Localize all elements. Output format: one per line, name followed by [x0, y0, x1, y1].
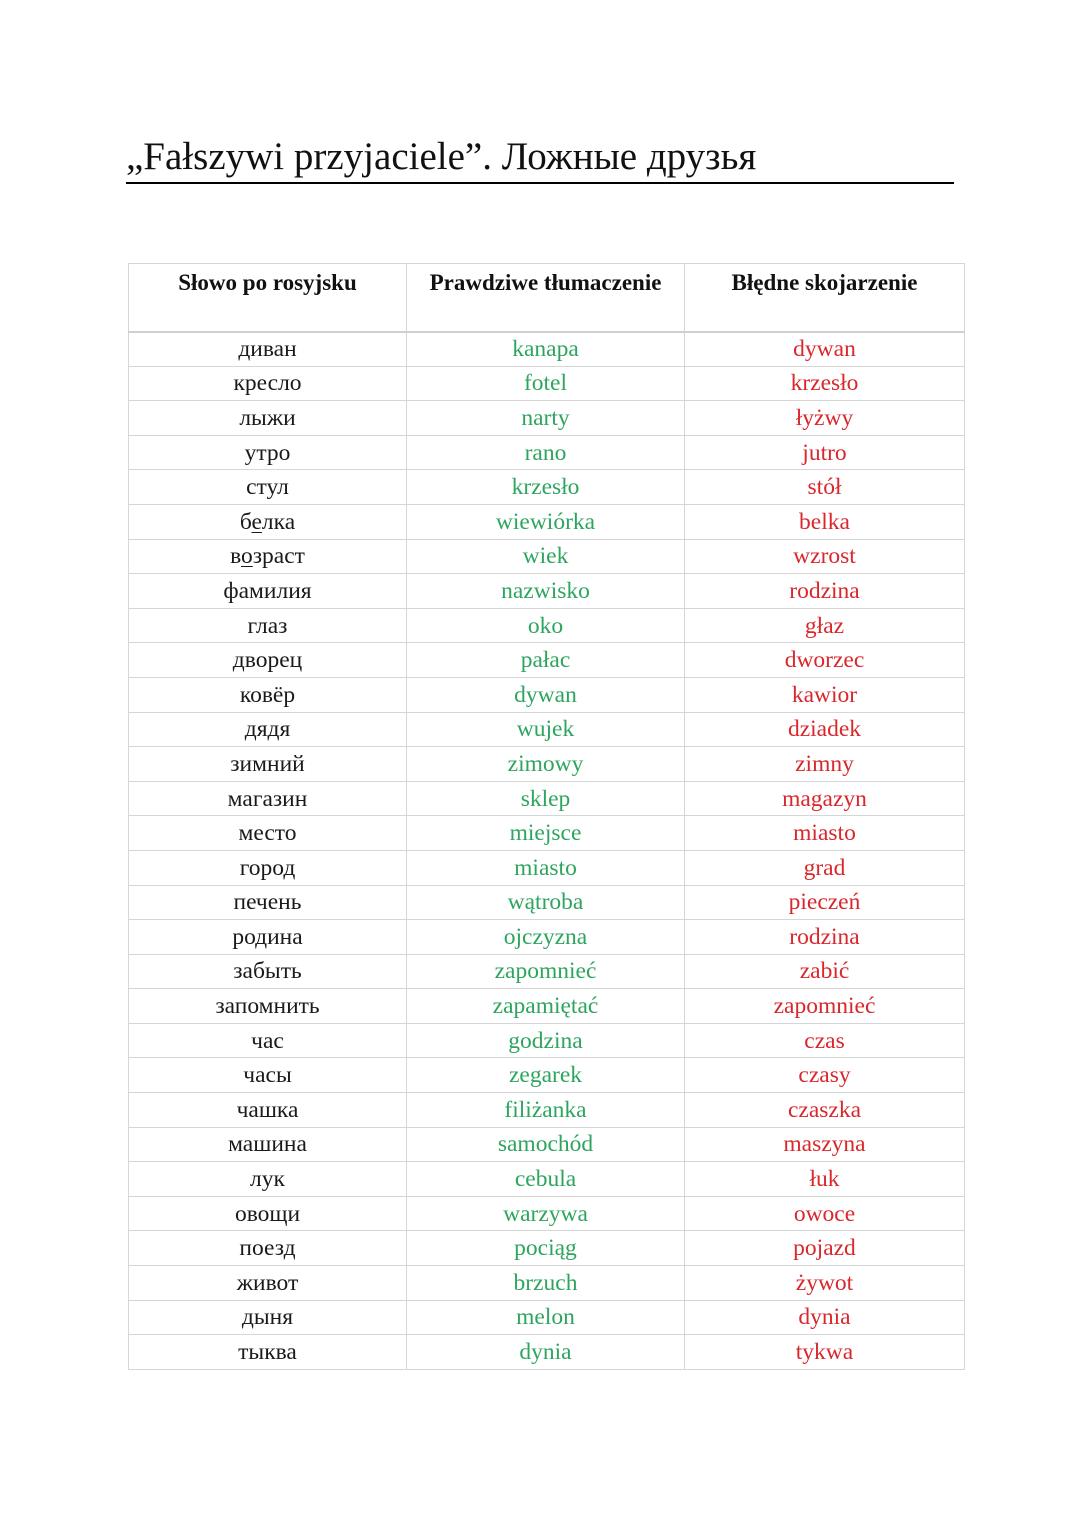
true-translation-cell: wiek — [407, 539, 685, 574]
table-row — [129, 677, 965, 712]
header-russian-word: Słowo po rosyjsku — [129, 264, 407, 332]
true-translation-cell: godzina — [407, 1023, 685, 1058]
true-translation-cell: warzywa — [407, 1196, 685, 1231]
table-row — [129, 1231, 965, 1266]
russian-word-cell: место — [129, 816, 407, 851]
true-translation-cell: kanapa — [407, 332, 685, 367]
table-row — [129, 366, 965, 401]
false-association-cell: zimny — [685, 747, 965, 782]
russian-word-cell: час — [129, 1023, 407, 1058]
header-false-association: Błędne skojarzenie — [685, 264, 965, 332]
true-translation-cell: nazwisko — [407, 574, 685, 609]
russian-word-cell: зимний — [129, 747, 407, 782]
table-row — [129, 885, 965, 920]
false-association-cell: zabić — [685, 954, 965, 989]
russian-word-cell: чашка — [129, 1093, 407, 1128]
false-association-cell: stół — [685, 470, 965, 505]
russian-word-cell: ковёр — [129, 677, 407, 712]
false-association-cell: rodzina — [685, 920, 965, 955]
false-association-cell: jutro — [685, 435, 965, 470]
table-row — [129, 1196, 965, 1231]
table-row — [129, 1300, 965, 1335]
true-translation-cell: ojczyzna — [407, 920, 685, 955]
table-row — [129, 539, 965, 574]
table-row — [129, 401, 965, 436]
false-association-cell: belka — [685, 504, 965, 539]
true-translation-cell: cebula — [407, 1162, 685, 1197]
russian-word-cell: диван — [129, 332, 407, 367]
table-row — [129, 643, 965, 678]
false-association-cell: dynia — [685, 1300, 965, 1335]
russian-word-cell: лук — [129, 1162, 407, 1197]
true-translation-cell: miasto — [407, 850, 685, 885]
table-body — [129, 332, 965, 1370]
true-translation-cell: filiżanka — [407, 1093, 685, 1128]
false-association-cell: owoce — [685, 1196, 965, 1231]
true-translation-cell: wujek — [407, 712, 685, 747]
table-row — [129, 1127, 965, 1162]
false-association-cell: wzrost — [685, 539, 965, 574]
russian-word-cell: магазин — [129, 781, 407, 816]
russian-word-cell: живот — [129, 1266, 407, 1301]
true-translation-cell: samochód — [407, 1127, 685, 1162]
russian-word-cell: белка — [129, 504, 407, 539]
true-translation-cell: zegarek — [407, 1058, 685, 1093]
table-row — [129, 574, 965, 609]
russian-word-cell: овощи — [129, 1196, 407, 1231]
false-association-cell: krzesło — [685, 366, 965, 401]
table-row — [129, 470, 965, 505]
russian-word-cell: машина — [129, 1127, 407, 1162]
true-translation-cell: fotel — [407, 366, 685, 401]
true-translation-cell: wiewiórka — [407, 504, 685, 539]
table-row — [129, 712, 965, 747]
russian-word-cell: стул — [129, 470, 407, 505]
true-translation-cell: pałac — [407, 643, 685, 678]
false-association-cell: dworzec — [685, 643, 965, 678]
russian-word-cell: город — [129, 850, 407, 885]
false-association-cell: maszyna — [685, 1127, 965, 1162]
russian-word-cell: родина — [129, 920, 407, 955]
true-translation-cell: brzuch — [407, 1266, 685, 1301]
false-association-cell: grad — [685, 850, 965, 885]
table-row — [129, 435, 965, 470]
true-translation-cell: dynia — [407, 1335, 685, 1370]
table-row — [129, 781, 965, 816]
table-row — [129, 1058, 965, 1093]
false-association-cell: rodzina — [685, 574, 965, 609]
russian-word-cell: часы — [129, 1058, 407, 1093]
russian-word-cell: возраст — [129, 539, 407, 574]
title-russian: Ложные друзья — [501, 135, 757, 178]
true-translation-cell: wątroba — [407, 885, 685, 920]
header-true-translation: Prawdziwe tłumaczenie — [407, 264, 685, 332]
false-association-cell: pieczeń — [685, 885, 965, 920]
false-association-cell: dziadek — [685, 712, 965, 747]
page-title — [126, 132, 954, 184]
true-translation-cell: rano — [407, 435, 685, 470]
table-row — [129, 920, 965, 955]
false-association-cell: czas — [685, 1023, 965, 1058]
false-association-cell: czaszka — [685, 1093, 965, 1128]
russian-word-cell: печень — [129, 885, 407, 920]
true-translation-cell: dywan — [407, 677, 685, 712]
russian-word-cell: дядя — [129, 712, 407, 747]
table-row — [129, 989, 965, 1024]
false-association-cell: żywot — [685, 1266, 965, 1301]
russian-word-cell: фамилия — [129, 574, 407, 609]
false-association-cell: łuk — [685, 1162, 965, 1197]
false-association-cell: łyżwy — [685, 401, 965, 436]
title-polish: „Fałszywi przyjaciele”. — [126, 135, 492, 178]
russian-word-cell: запомнить — [129, 989, 407, 1024]
russian-word-cell: лыжи — [129, 401, 407, 436]
russian-word-cell: забыть — [129, 954, 407, 989]
true-translation-cell: pociąg — [407, 1231, 685, 1266]
true-translation-cell: sklep — [407, 781, 685, 816]
table-row — [129, 954, 965, 989]
russian-word-cell: дыня — [129, 1300, 407, 1335]
false-association-cell: kawior — [685, 677, 965, 712]
table-row — [129, 1093, 965, 1128]
false-association-cell: magazyn — [685, 781, 965, 816]
false-friends-table — [128, 263, 965, 1370]
false-association-cell: głaz — [685, 608, 965, 643]
table-header-row — [129, 264, 965, 332]
russian-word-cell: тыква — [129, 1335, 407, 1370]
russian-word-cell: дворец — [129, 643, 407, 678]
russian-word-cell: глаз — [129, 608, 407, 643]
table-row — [129, 816, 965, 851]
true-translation-cell: narty — [407, 401, 685, 436]
table-row — [129, 504, 965, 539]
false-association-cell: miasto — [685, 816, 965, 851]
false-association-cell: tykwa — [685, 1335, 965, 1370]
table-row — [129, 1023, 965, 1058]
table-row — [129, 850, 965, 885]
russian-word-cell: кресло — [129, 366, 407, 401]
false-association-cell: czasy — [685, 1058, 965, 1093]
table-row — [129, 1162, 965, 1197]
false-association-cell: pojazd — [685, 1231, 965, 1266]
true-translation-cell: miejsce — [407, 816, 685, 851]
stress-mark: о — [241, 543, 253, 570]
true-translation-cell: melon — [407, 1300, 685, 1335]
table-row — [129, 332, 965, 367]
false-association-cell: dywan — [685, 332, 965, 367]
russian-word-cell: утро — [129, 435, 407, 470]
russian-word-cell: поезд — [129, 1231, 407, 1266]
table-row — [129, 608, 965, 643]
true-translation-cell: zapomnieć — [407, 954, 685, 989]
true-translation-cell: zapamiętać — [407, 989, 685, 1024]
true-translation-cell: oko — [407, 608, 685, 643]
false-association-cell: zapomnieć — [685, 989, 965, 1024]
true-translation-cell: krzesło — [407, 470, 685, 505]
table-row — [129, 1335, 965, 1370]
stress-mark: е — [251, 508, 262, 535]
table-row — [129, 1266, 965, 1301]
table-row — [129, 747, 965, 782]
true-translation-cell: zimowy — [407, 747, 685, 782]
